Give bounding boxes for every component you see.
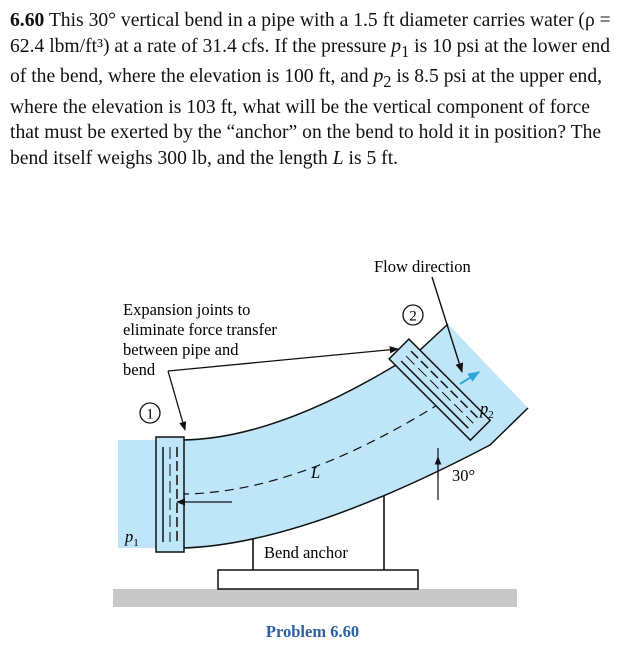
length-label: L xyxy=(311,463,321,482)
expansion-label-2: eliminate force transfer xyxy=(123,320,277,339)
problem-number: 6.60 xyxy=(10,10,45,31)
flow-direction-label: Flow direction xyxy=(374,257,471,276)
figure-caption: Problem 6.60 xyxy=(265,622,360,641)
angle-label: 30° xyxy=(452,466,476,485)
expansion-joint-left xyxy=(156,437,184,552)
problem-text-a: This 30° vertical bend in a pipe with a 1.5 ft diameter carries water (ρ = 62.4 lbm/ft³) at a rate of 31.4 cfs. If the pressure xyxy=(10,10,611,57)
p2-subscript: 2 xyxy=(383,72,392,91)
length-symbol: L xyxy=(332,147,344,169)
p1-symbol: p xyxy=(391,35,402,57)
expansion-leader-1 xyxy=(168,371,185,430)
station-1-label: 1 xyxy=(146,406,154,423)
problem-text-c: is 8.5 psi at the upper end, where the elevation is 103 ft, what will be the vertical component of force that must be exerted by the “anchor” on the bend to hold it in position? The bend itself weighs 300 lb, and the length xyxy=(10,66,603,169)
p2-symbol: p xyxy=(373,66,384,88)
expansion-label-3: between pipe and xyxy=(123,340,239,359)
problem-text-b: is 10 psi at the lower end of the bend, where the elevation is 100 ft, and xyxy=(10,35,611,88)
expansion-label-1: Expansion joints to xyxy=(123,300,251,319)
anchor-base xyxy=(218,570,418,589)
ground xyxy=(113,589,517,607)
station-2-label: 2 xyxy=(409,308,417,325)
problem-text-d: is 5 ft. xyxy=(343,147,399,169)
p2-label: $p_2$ xyxy=(480,399,494,421)
expansion-label-4: bend xyxy=(123,360,156,379)
p1-subscript: 1 xyxy=(401,41,410,61)
bend-anchor-label: Bend anchor xyxy=(264,543,348,562)
p1-label: $p_1$ xyxy=(125,527,139,549)
